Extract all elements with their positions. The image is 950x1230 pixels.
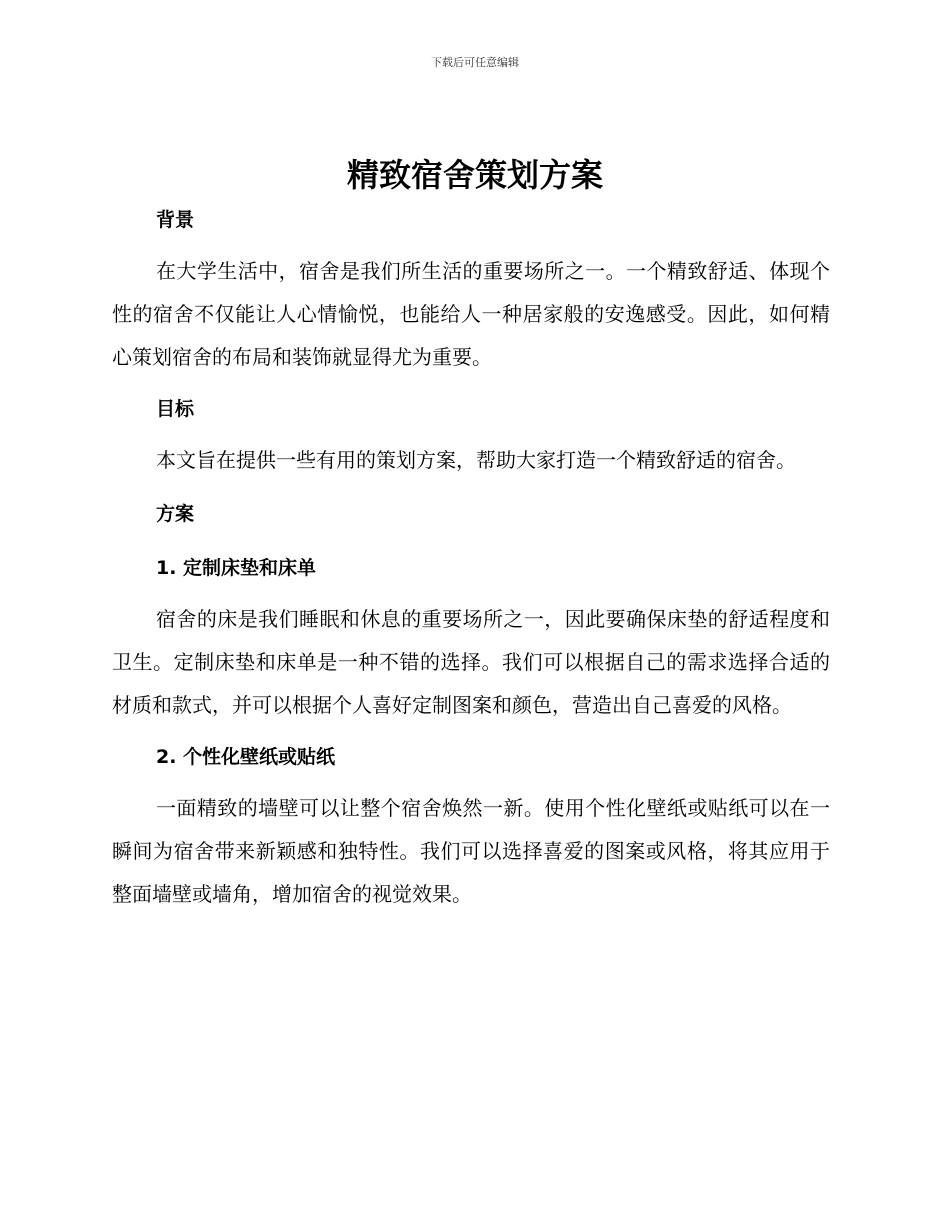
section-heading-goal: 目标 <box>156 398 195 420</box>
section-heading-background: 背景 <box>156 209 195 231</box>
paragraph-goal: 本文旨在提供一些有用的策划方案，帮助大家打造一个精致舒适的宿舍。 <box>156 448 796 472</box>
document-body <box>112 198 830 916</box>
document-title: 精致宿舍策划方案 <box>346 156 603 194</box>
header-note: 下载后可任意编辑 <box>431 56 519 69</box>
paragraph-item-1: 宿舍的床是我们睡眠和休息的重要场所之一，因此要确保床垫的舒适程度和卫生。定制床垫和床单是一种不错的选择。我们可以根据自己的需求选择合适的材质和款式，并可以根据个人喜好定制图案和颜色，营造出自己喜爱的风格。 <box>112 607 830 717</box>
section-heading-item-2: 2. 个性化壁纸或贴纸 <box>156 746 336 768</box>
section-heading-item-1: 1. 定制床垫和床单 <box>156 557 317 579</box>
paragraph-item-2: 一面精致的墙壁可以让整个宿舍焕然一新。使用个性化壁纸或贴纸可以在一瞬间为宿舍带来新颖感和独特性。我们可以选择喜爱的图案或风格，将其应用于整面墙壁或墙角，增加宿舍的视觉效果。 <box>112 796 830 906</box>
paragraph-background: 在大学生活中，宿舍是我们所生活的重要场所之一。一个精致舒适、体现个性的宿舍不仅能让人心情愉悦，也能给人一种居家般的安逸感受。因此，如何精心策划宿舍的布局和装饰就显得尤为重要。 <box>112 259 830 369</box>
section-heading-plan: 方案 <box>156 503 195 525</box>
